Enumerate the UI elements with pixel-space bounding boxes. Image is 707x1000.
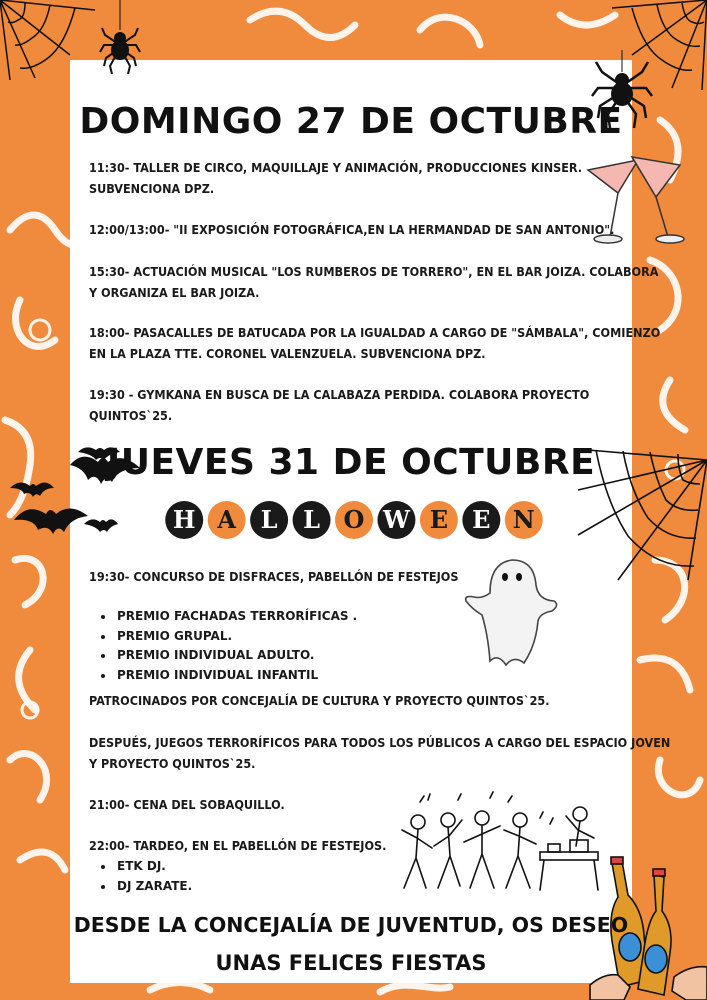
event-line: 15:30- ACTUACIÓN MUSICAL "LOS RUMBEROS DE TORRERO", EN EL BAR JOIZA. COLABORA	[89, 264, 659, 279]
list-item: • PREMIO FACHADAS TERRORÍFICAS .	[115, 607, 357, 627]
event-line: QUINTOS`25.	[89, 408, 173, 423]
halloween-letter: E	[429, 505, 449, 534]
despues-line: Y PROYECTO QUINTOS`25.	[89, 756, 256, 771]
event-line: 12:00/13:00- "II EXPOSICIÓN FOTOGRÁFICA,EN LA HERMANDAD DE SAN ANTONIO".	[89, 222, 615, 237]
despues-line: DESPUÉS, JUEGOS TERRORÍFICOS PARA TODOS LOS PÚBLICOS A CARGO DEL ESPACIO JOVEN	[89, 735, 671, 750]
list-item: • DJ ZARATE.	[115, 877, 192, 897]
dj-list	[95, 857, 192, 896]
event-line: 18:00- PASACALLES DE BATUCADA POR LA IGUALDAD A CARGO DE "SÁMBALA", COMIENZO	[89, 325, 661, 340]
list-item: • PREMIO INDIVIDUAL ADULTO.	[115, 646, 357, 666]
cena-line: 21:00- CENA DEL SOBAQUILLO.	[89, 797, 285, 812]
list-item: • PREMIO INDIVIDUAL INFANTIL	[115, 666, 357, 686]
spider-left-icon	[100, 0, 140, 80]
footer-line-2: UNAS FELICES FIESTAS	[215, 951, 487, 975]
halloween-letter: A	[217, 505, 236, 534]
premios-list	[95, 607, 357, 685]
event-line: 19:30 - GYMKANA EN BUSCA DE LA CALABAZA PERDIDA. COLABORA PROYECTO	[89, 387, 590, 402]
concurso-line: 19:30- CONCURSO DE DISFRACES, PABELLÓN DE FESTEJOS	[89, 569, 459, 584]
cobweb-top-left-icon	[0, 0, 100, 80]
halloween-letter: W	[382, 505, 410, 534]
halloween-letter: E	[472, 505, 491, 534]
halloween-banner	[163, 500, 545, 540]
halloween-letter: N	[512, 505, 535, 534]
patrocinio-line: PATROCINADOS POR CONCEJALÍA DE CULTURA Y PROYECTO QUINTOS`25.	[89, 693, 550, 708]
dancers-party-icon	[390, 790, 610, 895]
tardeo-line: 22:00- TARDEO, EN EL PABELLÓN DE FESTEJOS.	[89, 838, 387, 853]
list-item: • PREMIO GRUPAL.	[115, 627, 357, 647]
event-line: Y ORGANIZA EL BAR JOIZA.	[89, 285, 260, 300]
list-item: • ETK DJ.	[115, 857, 192, 877]
halloween-letter: L	[260, 505, 278, 534]
ghost-icon	[462, 555, 562, 670]
halloween-letter: O	[343, 505, 365, 534]
domingo-heading: DOMINGO 27 DE OCTUBRE	[79, 101, 623, 142]
halloween-letter: H	[172, 505, 196, 534]
footer-line-1: DESDE LA CONCEJALÍA DE JUVENTUD, OS DESEO	[73, 913, 629, 937]
event-line: EN LA PLAZA TTE. CORONEL VALENZUELA. SUBVENCIONA DPZ.	[89, 346, 486, 361]
jueves-heading: JUEVES 31 DE OCTUBRE	[106, 442, 596, 483]
event-line: 11:30- TALLER DE CIRCO, MAQUILLAJE Y ANIMACIÓN, PRODUCCIONES KINSER.	[89, 160, 583, 175]
halloween-letter: L	[303, 505, 320, 534]
event-line: SUBVENCIONA DPZ.	[89, 181, 215, 196]
